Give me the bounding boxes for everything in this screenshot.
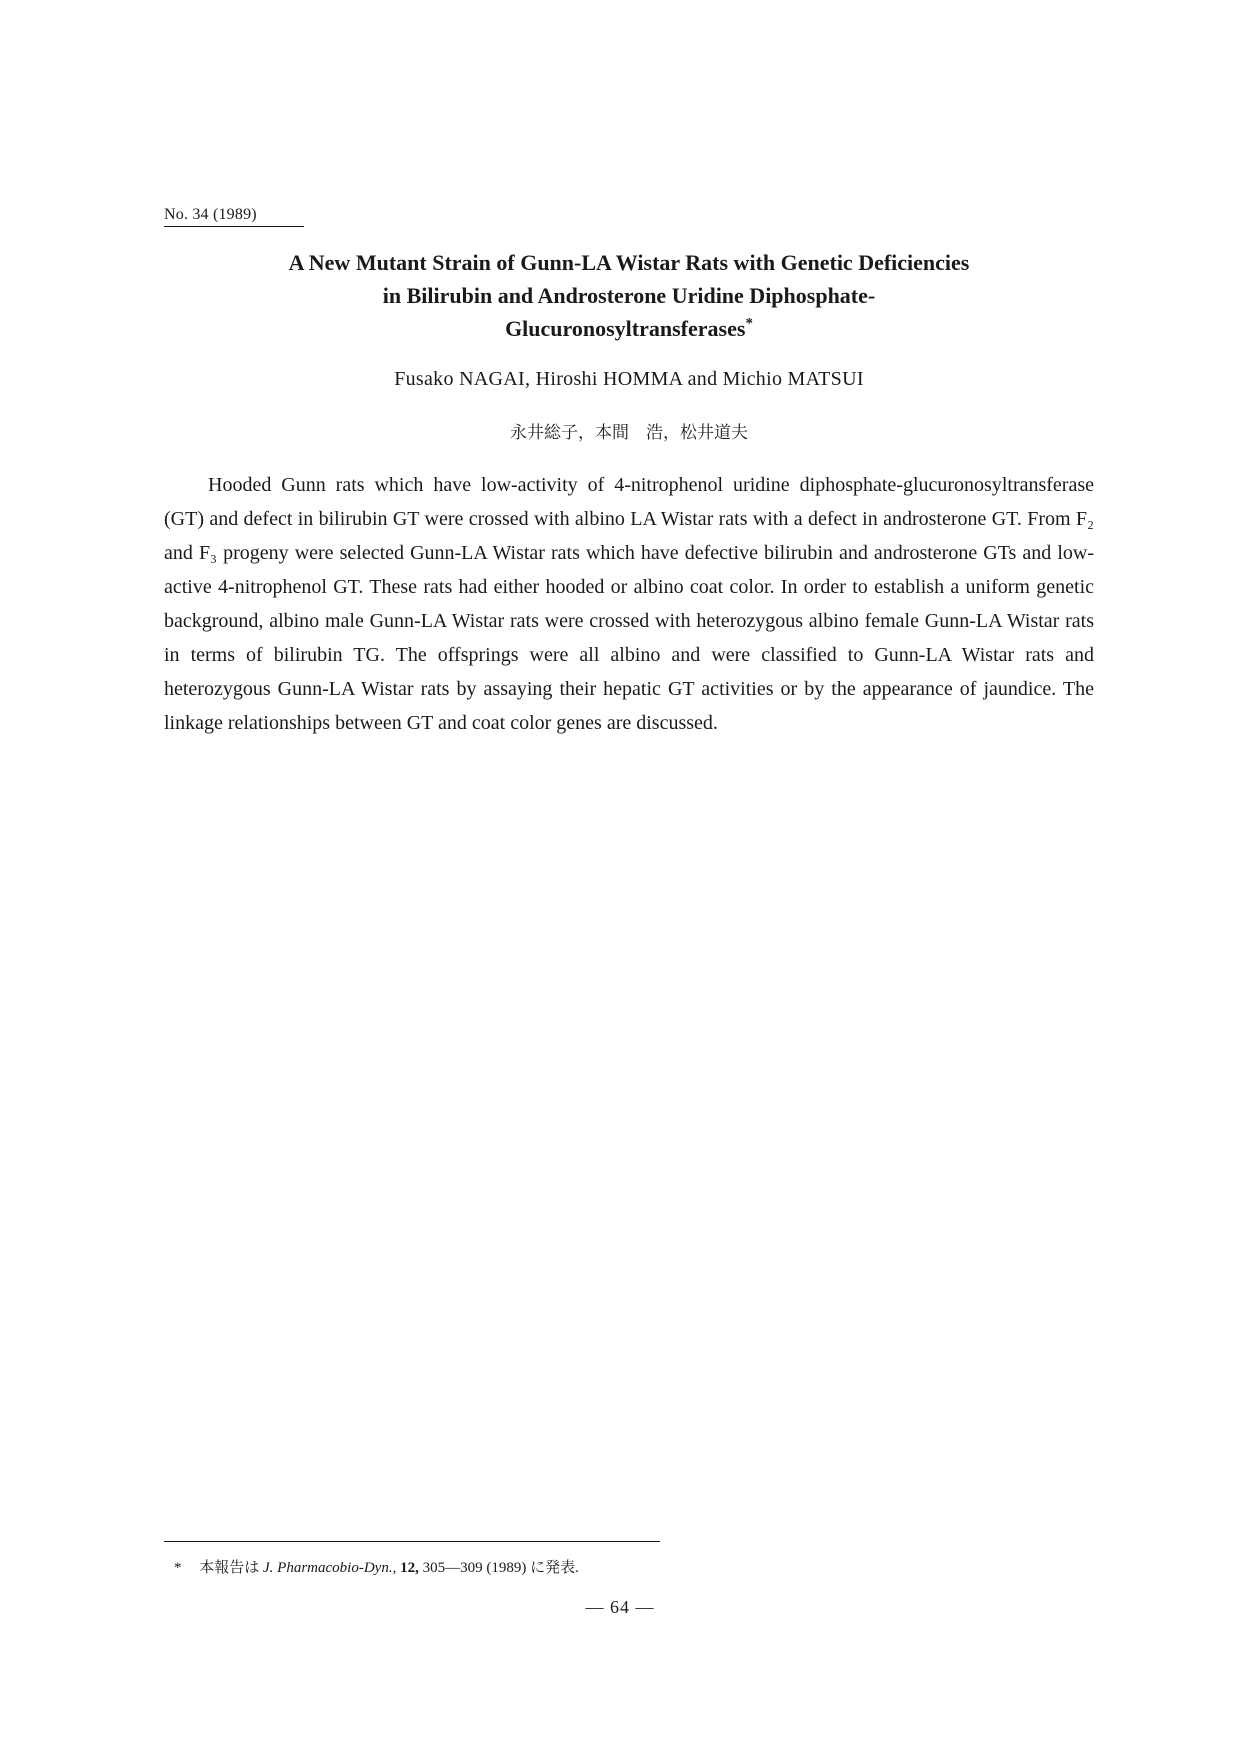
page-number: — 64 — [585,1597,655,1617]
title-line-1: A New Mutant Strain of Gunn-LA Wistar Rats with Genetic Deficiencies [288,250,970,275]
title-line-2: in Bilirubin and Androsterone Uridine Diphosphate- [382,283,876,308]
title-footnote-mark: * [745,315,753,332]
article-title [164,246,1094,345]
authors: Fusako NAGAI, Hiroshi HOMMA and Michio MATSUI [394,368,864,390]
footnote-journal: J. Pharmacobio-Dyn., [263,1560,397,1576]
footnote [174,1556,579,1577]
footnote-volume: 12, [400,1560,419,1576]
footnote-suffix: に発表. [530,1560,579,1576]
footnote-pages-year: 305—309 (1989) [422,1560,527,1576]
footnote-mark: * [174,1560,182,1576]
authors-japanese: 永井総子，本間 浩，松井道夫 [510,423,748,443]
title-line-3 [164,312,1094,345]
footnote-divider [164,1541,660,1542]
series-label: No. 34 (1989) [164,206,304,227]
abstract-paragraph: Hooded Gunn rats which have low-activity of 4-nitrophenol uridine diphosphate-glucuronosyltransferase (GT) and defect in bilirubin GT were crossed with albino LA Wistar rats with a defect in androsterone GT. From F₂ and F₃ progeny were selected Gunn-LA Wistar rats which have defective bilirubin and androsterone GTs and low-active 4-nitrophenol GT. These rats had either hooded or albino coat color. In order to establish a uniform genetic background, albino male Gunn-LA Wistar rats were crossed with heterozygous albino female Gunn-LA Wistar rats in terms of bilirubin TG. The offsprings were all albino and were classified to Gunn-LA Wistar rats and heterozygous Gunn-LA Wistar rats by assaying their hepatic GT activities or by the appearance of jaundice. The linkage relationships between GT and coat color genes are discussed. [164,474,1094,734]
footnote-prefix: 本報告は [199,1560,260,1576]
title-line-3-text: Glucuronosyltransferases [505,316,746,341]
